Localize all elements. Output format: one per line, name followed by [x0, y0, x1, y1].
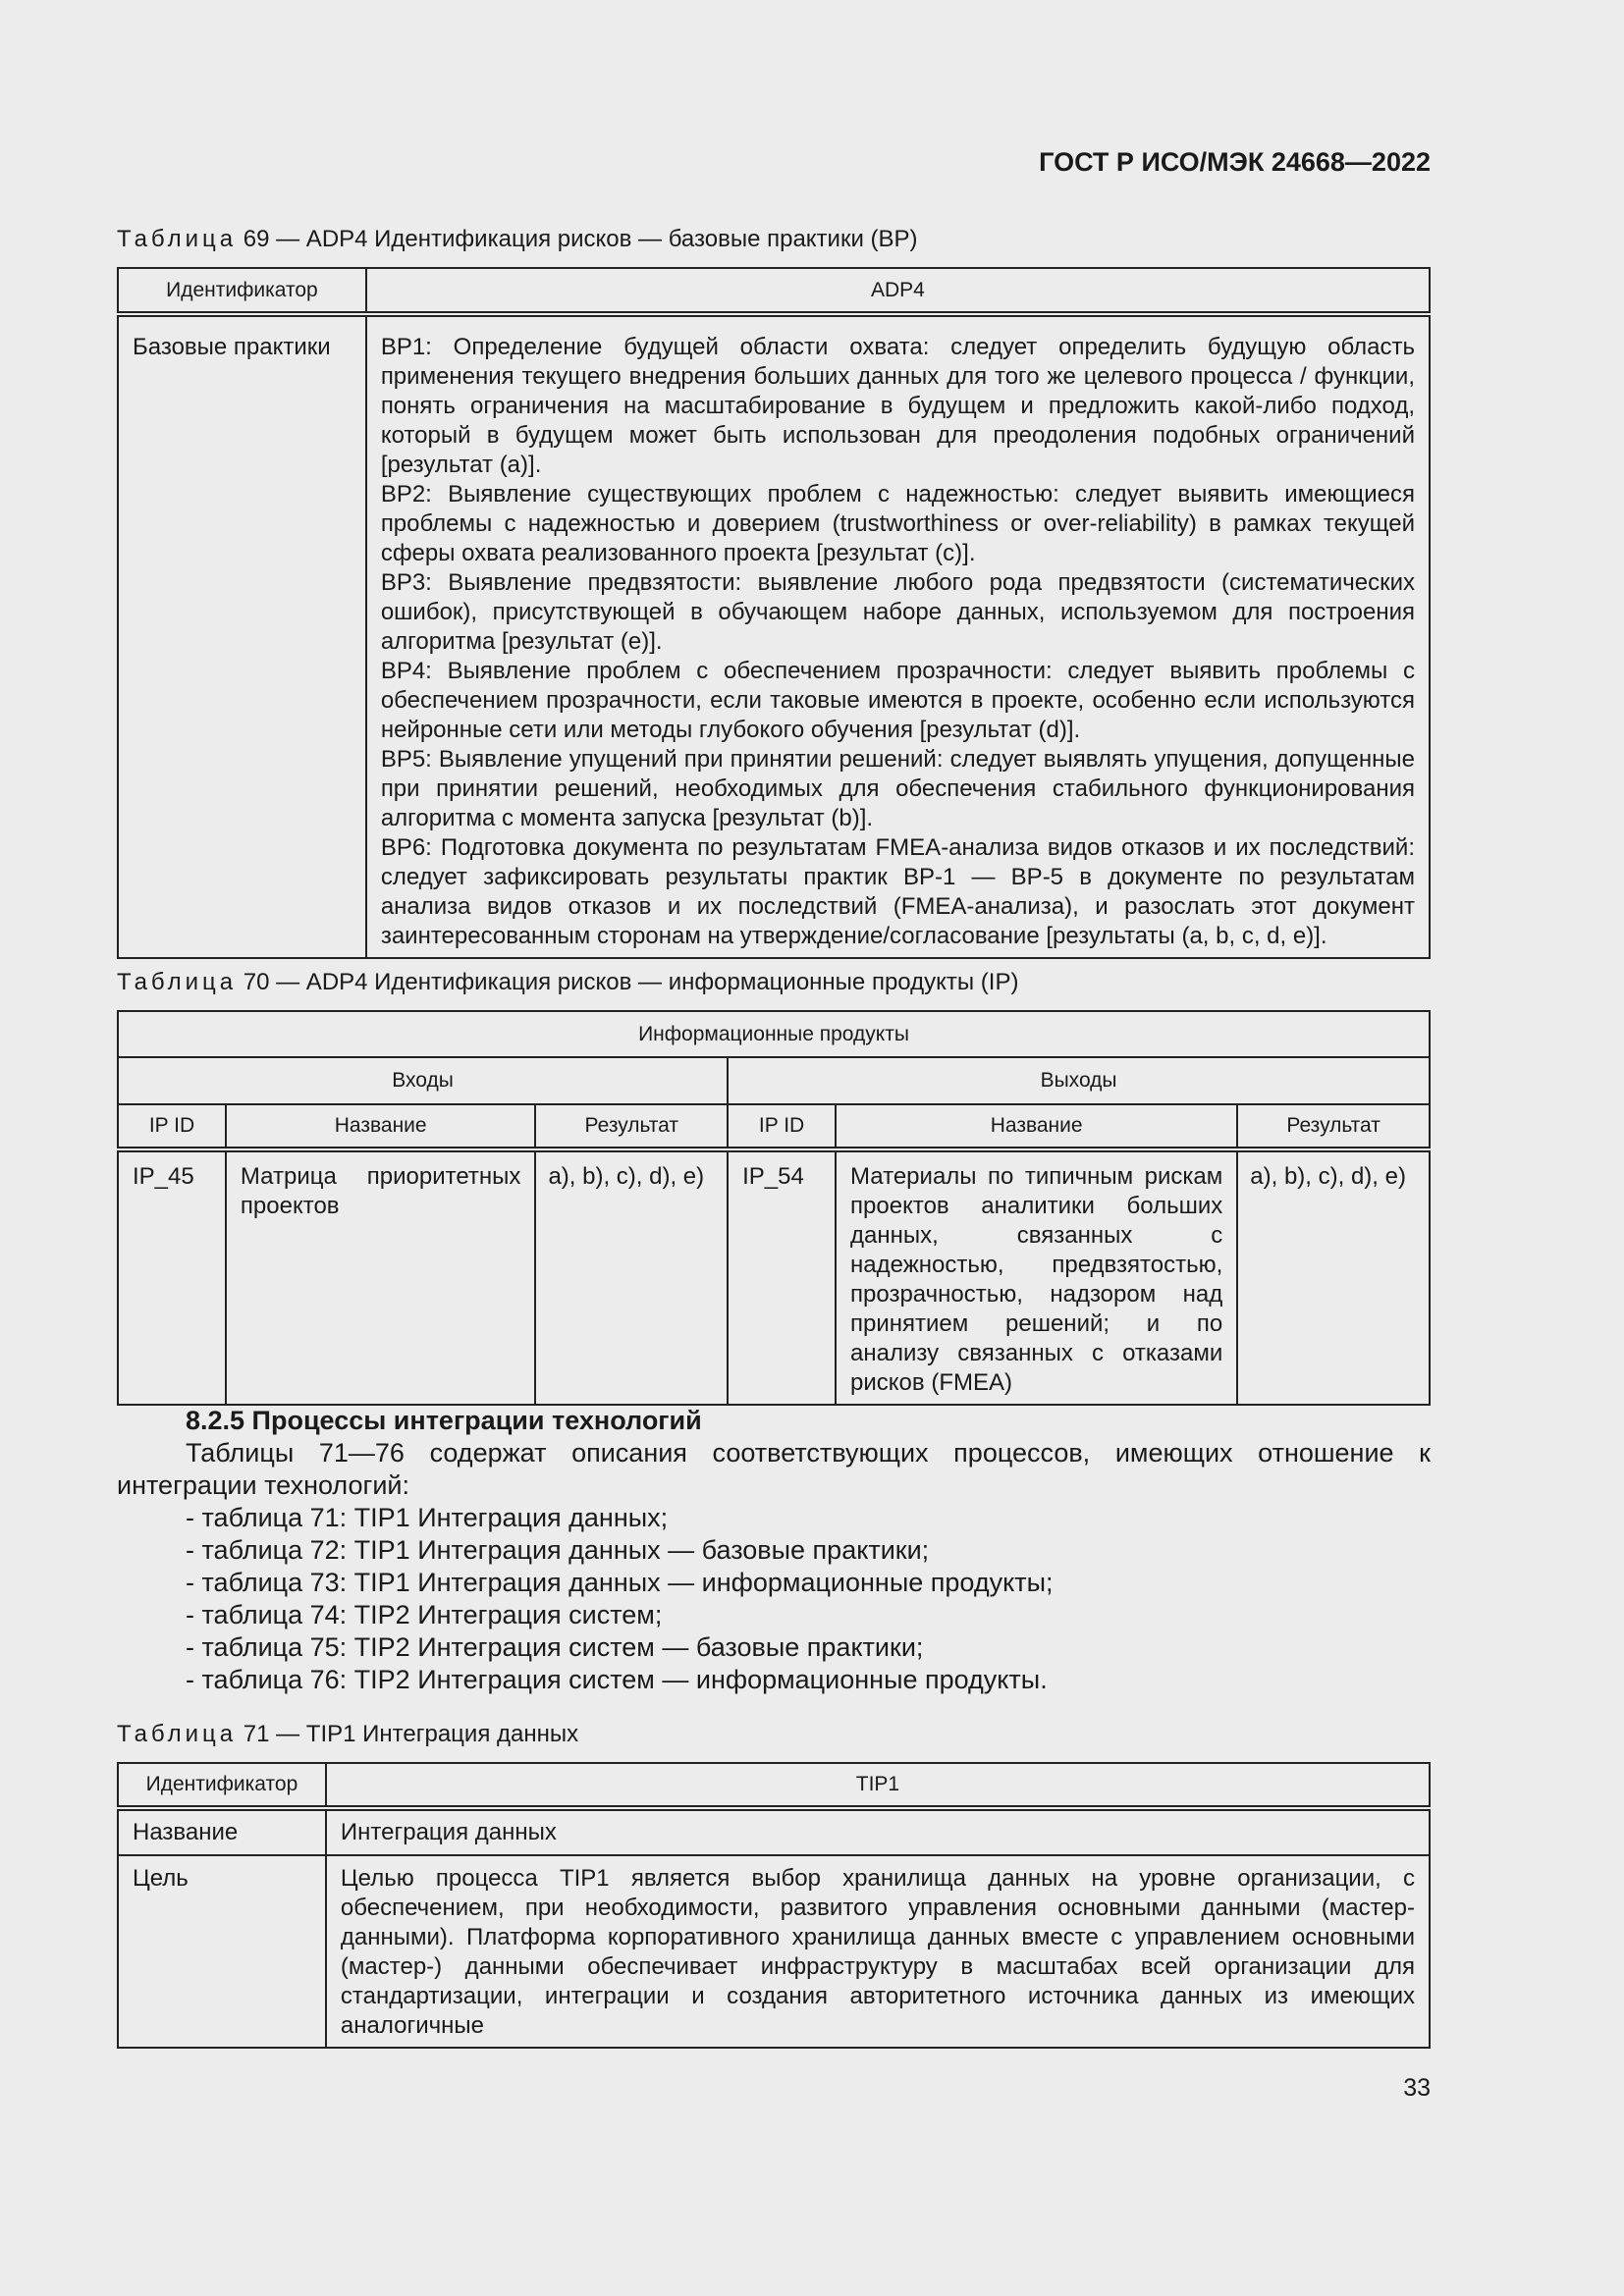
input-name: Матрица приоритетных проектов: [226, 1149, 536, 1405]
table71-goal-label: Цель: [118, 1855, 326, 2048]
table71-goal-value: Целью процесса TIP1 является выбор хранилища данных на уровне организации, с обеспечением, при необходимости, развитого управления основными данными (мастер-данными). Платформа корпоративного хранилища данных вместе с управлением основными (мастер-) данными обеспечивает инфраструктуру в масштабах всей организации для стандартизации, интеграции и создания авторитетного источника данных из имеющих аналогичные: [326, 1855, 1430, 2048]
input-result: а), b), c), d), e): [535, 1149, 728, 1405]
output-name-header: Название: [836, 1104, 1237, 1149]
practice-bp3: BP3: Выявление предвзятости: выявление любого рода предвзятости (систематических ошибок), присутствующей в обучающем наборе данных, используемом для построения алгоритма [результат (е)].: [380, 569, 1415, 655]
output-ipid-header: IP ID: [728, 1104, 836, 1149]
list-item: - таблица 72: TIP1 Интеграция данных — базовые практики;: [186, 1535, 930, 1565]
practice-bp1: BP1: Определение будущей области охвата: следует определить будущую область применения текущего внедрения больших данных для того же целевого процесса / функции, понять ограничения на масштабирование в будущем и предложить какой-либо подход, который в будущем может быть использован для преодоления подобных ограничений [результат (а)].: [380, 334, 1415, 478]
table69-body-row: [118, 314, 1430, 958]
table69-row-label: Базовые практики: [118, 314, 366, 958]
table70-columns-row: [118, 1104, 1430, 1149]
table69-header-row: [118, 268, 1430, 314]
page-number: 33: [1403, 2074, 1431, 2102]
input-result-header: Результат: [535, 1104, 728, 1149]
table70-title: Информационные продукты: [118, 1011, 1430, 1057]
table71-name-value: Интеграция данных: [326, 1808, 1430, 1855]
table69-col2-header: ADP4: [366, 268, 1430, 314]
table69-col1-header: Идентификатор: [118, 268, 366, 314]
table70-title-row: [118, 1011, 1430, 1057]
table71-name-row: [118, 1808, 1430, 1855]
table71-col2-header: TIP1: [326, 1763, 1430, 1808]
input-name-header: Название: [226, 1104, 536, 1149]
list-item: - таблица 73: TIP1 Интеграция данных — информационные продукты;: [186, 1568, 1054, 1597]
practice-bp4: BP4: Выявление проблем с обеспечением прозрачности: следует выявить проблемы с обеспечением прозрачности, если таковые имеются в проекте, особенно если используются нейронные сети или методы глубокого обучения [результат (d)].: [380, 658, 1415, 743]
caption-text: 69 — ADP4 Идентификация рисков — базовые практики (BP): [237, 226, 918, 252]
table71-col1-header: Идентификатор: [118, 1763, 326, 1808]
output-ipid: IP_54: [728, 1149, 836, 1405]
table70: [117, 1010, 1431, 1406]
practice-bp2: BP2: Выявление существующих проблем с надежностью: следует выявить имеющиеся проблемы с надежностью и доверием (trustworthiness or over-reliability) в рамках текущей сферы охвата реализованного проекта [результат (с)].: [380, 481, 1415, 566]
outputs-header: Выходы: [728, 1057, 1430, 1104]
output-result-header: Результат: [1237, 1104, 1430, 1149]
practice-bp6: BP6: Подготовка документа по результатам FMEA-анализа видов отказов и их последствий: следует зафиксировать результаты практик BP-1 — BP-5 в документе по результатам анализа видов отказов и их последствий (FMEA-анализа), и разослать этот документ заинтересованным сторонам на утверждение/согласование [результаты (a, b, c, d, e)].: [380, 834, 1415, 949]
document-header: ГОСТ Р ИСО/МЭК 24668—2022: [1039, 147, 1431, 177]
section-intro: Таблицы 71—76 содержат описания соответствующих процессов, имеющих отношение к интеграции технологий:: [117, 1438, 1431, 1500]
table70-group-row: [118, 1057, 1430, 1104]
table71-name-label: Название: [118, 1808, 326, 1855]
table70-data-row: [118, 1149, 1430, 1405]
caption-text: 70 — ADP4 Идентификация рисков — информационные продукты (IP): [237, 969, 1019, 995]
table71-caption: [117, 1721, 578, 1748]
section-heading: 8.2.5 Процессы интеграции технологий: [186, 1406, 702, 1435]
table69-caption: [117, 226, 918, 253]
table-label: Таблица: [117, 1721, 238, 1747]
table-label: Таблица: [117, 969, 238, 995]
caption-text: 71 — TIP1 Интеграция данных: [237, 1721, 579, 1747]
table69: [117, 267, 1431, 959]
list-item: - таблица 71: TIP1 Интеграция данных;: [186, 1503, 669, 1532]
table69-practices: [366, 314, 1430, 958]
list-item: - таблица 74: TIP2 Интеграция систем;: [186, 1600, 663, 1629]
inputs-header: Входы: [118, 1057, 728, 1104]
input-ipid-header: IP ID: [118, 1104, 226, 1149]
list-item: - таблица 76: TIP2 Интеграция систем — информационные продукты.: [186, 1665, 1048, 1694]
input-ipid: IP_45: [118, 1149, 226, 1405]
output-result: а), b), c), d), e): [1237, 1149, 1430, 1405]
output-name: Материалы по типичным рискам проектов аналитики больших данных, связанных с надежностью, предвзятостью, прозрачностью, надзором над принятием решений; и по анализу связанных с отказами рисков (FMEA): [836, 1149, 1237, 1405]
table70-caption: [117, 969, 1018, 996]
table71-goal-row: [118, 1855, 1430, 2048]
table71: [117, 1762, 1431, 2049]
list-item: - таблица 75: TIP2 Интеграция систем — базовые практики;: [186, 1632, 924, 1662]
table71-header-row: [118, 1763, 1430, 1808]
practice-bp5: BP5: Выявление упущений при принятии решений: следует выявлять упущения, допущенные при принятии решений, необходимых для обеспечения стабильного функционирования алгоритма с момента запуска [результат (b)].: [380, 746, 1415, 831]
table-label: Таблица: [117, 226, 238, 252]
section-825: [117, 1405, 1431, 1696]
